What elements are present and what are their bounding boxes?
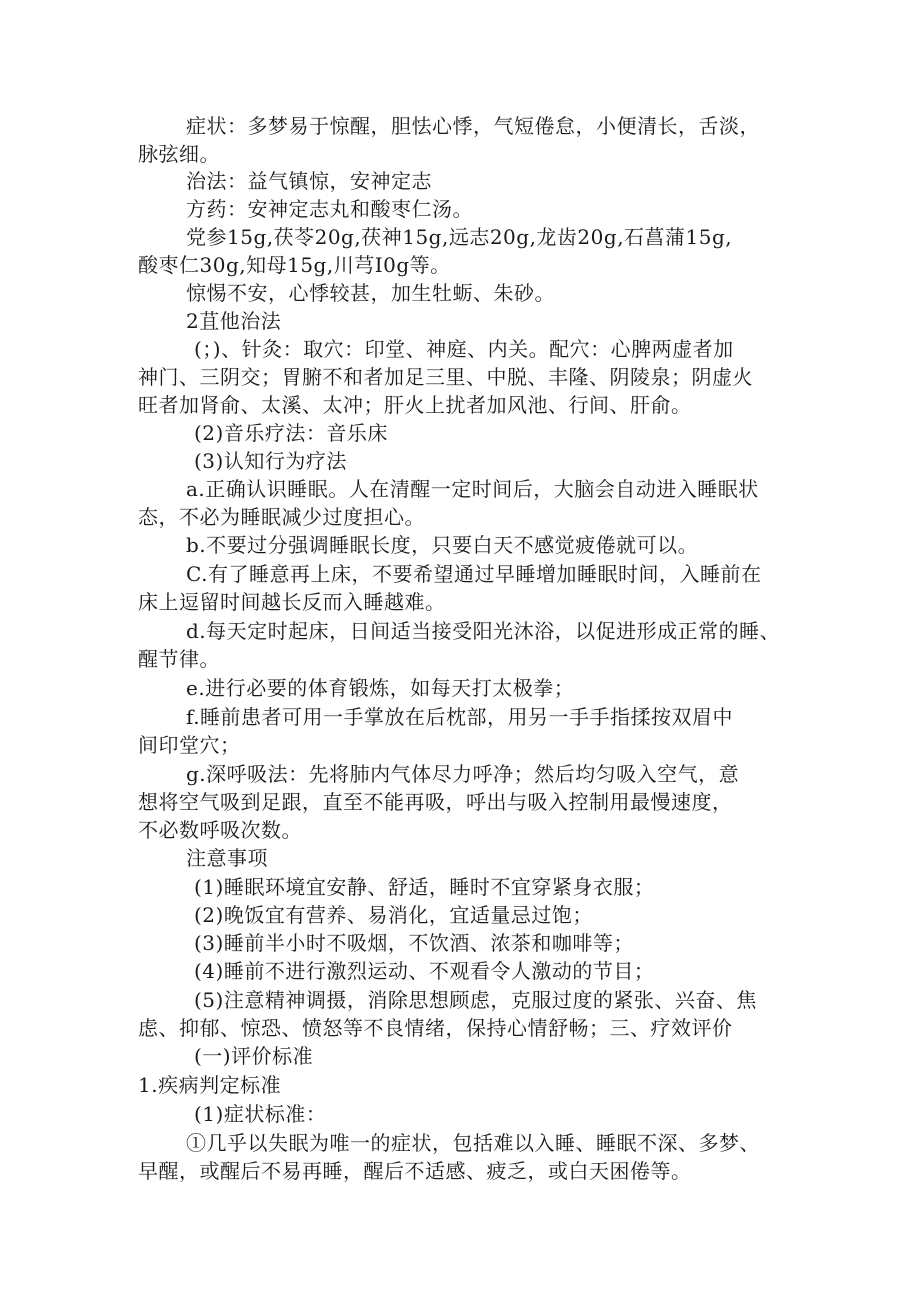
text-line: ①几乎以失眠为唯一的症状，包括难以入睡、睡眠不深、多梦、: [186, 1131, 760, 1155]
text-line: C.有了睡意再上床，不要希望通过早睡增加睡眠时间，入睡前在: [186, 562, 762, 586]
text-line: 症状：多梦易于惊醒，胆怯心悸，气短倦怠，小便清长，舌淡，: [186, 114, 760, 138]
text-line: (；)、针灸：取穴：印堂、神庭、内关。配穴：心脾两虚者加: [194, 337, 734, 361]
text-line: 间印堂穴；: [138, 733, 241, 757]
text-line: 脉弦细。: [138, 142, 220, 166]
text-line: (5)注意精神调摄，消除思想顾虑，克服过度的紧张、兴奋、焦: [194, 988, 757, 1012]
text-line: 态，不必为睡眠减少过度担心。: [138, 505, 425, 529]
text-line: (1)睡眠环境宜安静、舒适，睡时不宜穿紧身衣服；: [194, 875, 655, 899]
text-line: 治法：益气镇惊，安神定志: [186, 169, 432, 193]
text-line: 想将空气吸到足跟，直至不能再吸，呼出与吸入控制用最慢速度，: [138, 790, 733, 814]
text-line: 方药：安神定志丸和酸枣仁汤。: [186, 197, 473, 221]
section-heading: 1.疾病判定标准: [138, 1073, 282, 1097]
text-line: a.正确认识睡眠。人在清醒一定时间后，大脑会自动进入睡眠状: [186, 477, 759, 501]
text-line: b.不要过分强调睡眠长度，只要白天不感觉疲倦就可以。: [186, 533, 699, 557]
text-line: 不必数呼吸次数。: [138, 818, 302, 842]
text-line: (2)晚饭宜有营养、易消化，宜适量忌过饱；: [194, 903, 593, 927]
section-heading: 2苴他治法: [186, 309, 282, 333]
text-line: 虑、抑郁、惊恐、愤怒等不良情绪，保持心情舒畅；三、疗效评价: [138, 1016, 733, 1040]
text-line: (3)认知行为疗法: [194, 449, 347, 473]
text-line: g.深呼吸法：先将肺内气体尽力呼净；然后均匀吸入空气，意: [186, 762, 740, 786]
text-line: e.进行必要的体育锻炼，如每天打太极拳；: [186, 676, 575, 700]
text-line: (1)症状标准：: [194, 1102, 327, 1126]
section-heading: (一)评价标准: [194, 1044, 314, 1068]
text-line: 床上逗留时间越长反而入睡越难。: [138, 590, 446, 614]
text-line: f.睡前患者可用一手掌放在后枕部，用另一手手指揉按双眉中: [186, 705, 734, 729]
text-line: 醒节律。: [138, 647, 220, 671]
text-line: d.每天定时起床，日间适当接受阳光沐浴，以促进形成正常的睡、: [186, 619, 781, 643]
text-line: 党参15g,茯苓20g,茯神15g,远志20g,龙齿20g,石菖蒲15g,: [186, 225, 733, 249]
text-line: (2)音乐疗法：音乐床: [194, 421, 388, 445]
text-line: 酸枣仁30g,知母15g,川芎I0g等。: [138, 253, 451, 277]
text-line: (3)睡前半小时不吸烟，不饮酒、浓茶和咖啡等；: [194, 931, 634, 955]
section-heading: 注意事项: [186, 846, 268, 870]
text-line: 神门、三阴交；胃腑不和者加足三里、中脱、丰隆、阴陵泉；阴虚火: [138, 365, 753, 389]
text-line: 早醒，或醒后不易再睡，醒后不适感、疲乏，或白天困倦等。: [138, 1159, 692, 1183]
text-line: 惊惕不安，心悸较甚，加生牡蛎、朱砂。: [186, 281, 555, 305]
text-line: 旺者加肾俞、太溪、太冲；肝火上扰者加风池、行间、肝俞。: [138, 393, 692, 417]
text-line: (4)睡前不进行激烈运动、不观看令人激动的节目；: [194, 959, 655, 983]
